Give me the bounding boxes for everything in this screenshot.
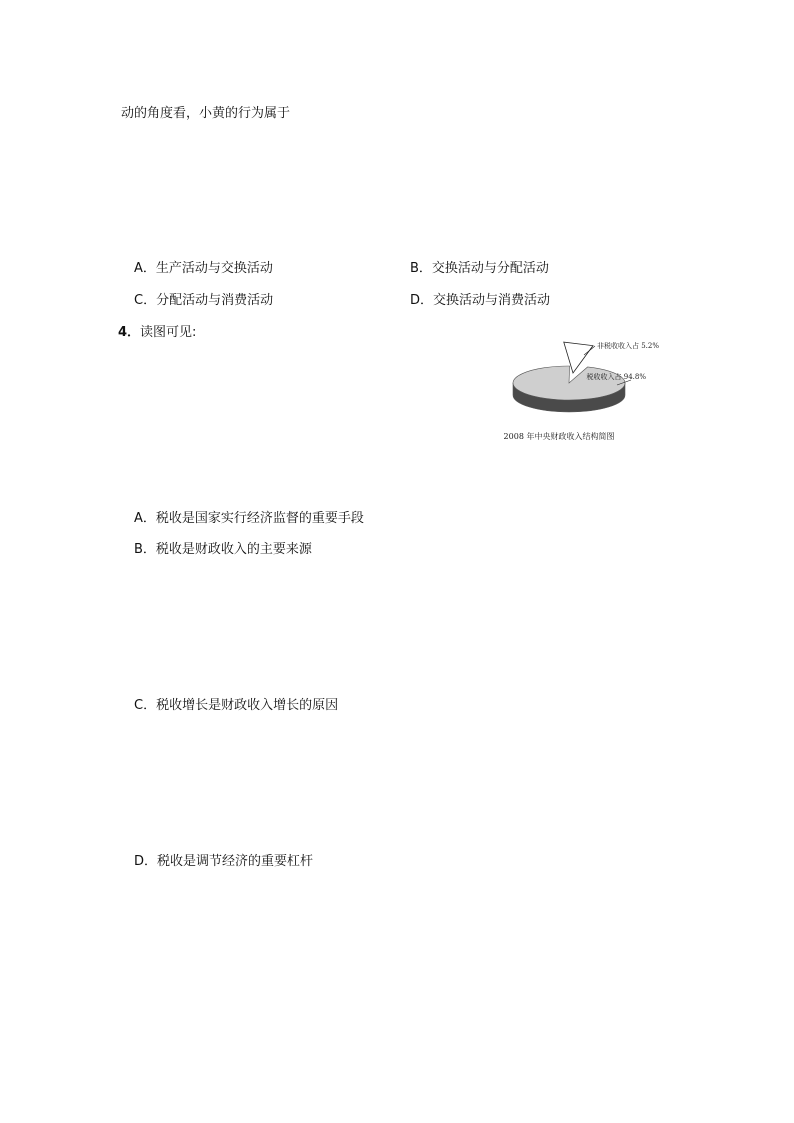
q3-option-b [410, 261, 549, 277]
option-letter: D． [410, 293, 434, 308]
option-letter: B． [134, 542, 156, 557]
pie-label-nontax: 非税收收入占 5.2% [597, 342, 660, 350]
option-text: 税收是调节经济的重要杠杆 [157, 854, 314, 869]
pie-label-tax: 税收收入占 94.8% [586, 373, 646, 381]
q3-option-d [410, 293, 550, 309]
question-number: 4． [118, 325, 141, 340]
option-letter: C． [134, 293, 157, 308]
option-text: 税收是财政收入的主要来源 [155, 542, 312, 557]
q4-option-b [134, 542, 312, 558]
option-letter: C． [134, 698, 157, 713]
option-text: 交换活动与分配活动 [431, 261, 549, 276]
q3-option-c [134, 293, 273, 309]
option-text: 生产活动与交换活动 [155, 261, 273, 276]
option-text: 税收增长是财政收入增长的原因 [156, 698, 339, 713]
option-letter: B． [410, 261, 432, 276]
q3-stem: 动的角度看，小黄的行为属于 [121, 106, 291, 121]
q4-option-a [134, 511, 364, 527]
option-text: 分配活动与消费活动 [156, 293, 274, 308]
option-letter: D． [134, 854, 158, 869]
chart-title: 2008 年中央财政收入结构简图 [503, 432, 615, 441]
pie-slice-tax [513, 366, 625, 400]
q4-option-c [134, 698, 338, 714]
pie-chart [503, 333, 660, 461]
option-text: 税收是国家实行经济监督的重要手段 [155, 511, 364, 526]
q4-option-d [134, 854, 313, 870]
option-letter: A． [134, 511, 156, 526]
option-text: 交换活动与消费活动 [433, 293, 551, 308]
option-letter: A． [134, 261, 156, 276]
q4-stem [118, 325, 196, 341]
question-text: 读图可见: [140, 325, 197, 340]
q3-option-a [134, 261, 273, 277]
